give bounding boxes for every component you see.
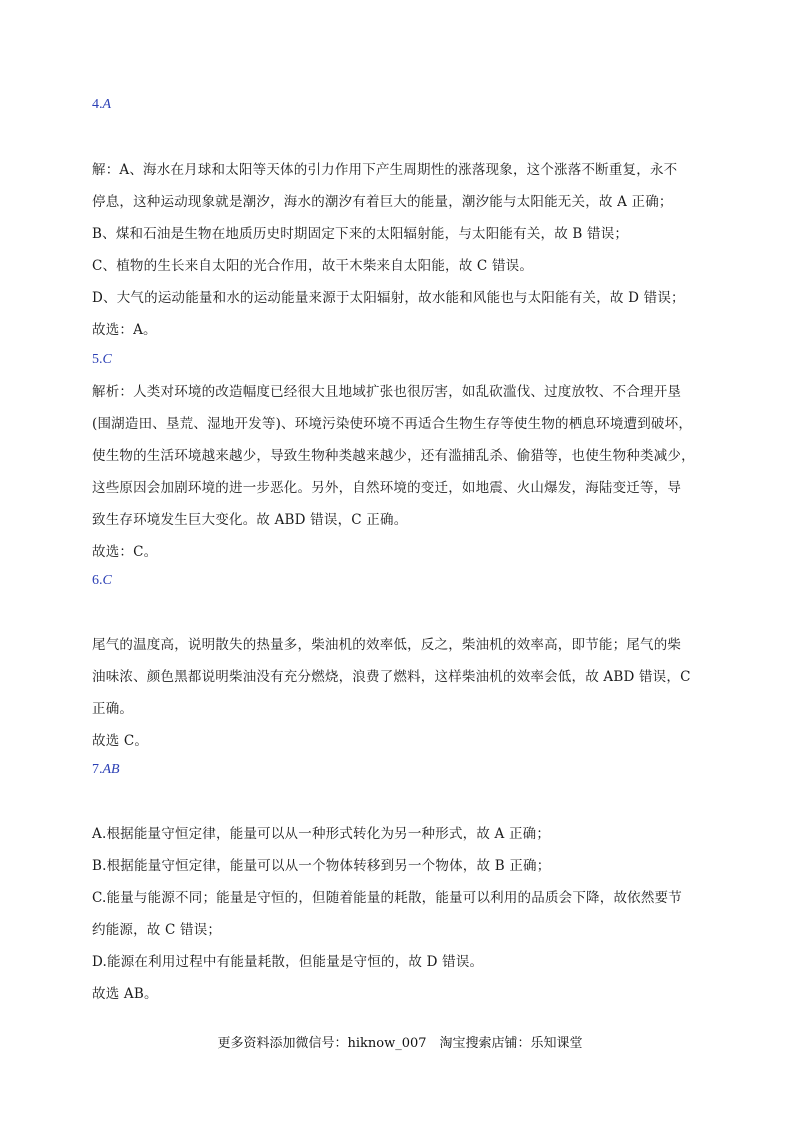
q5-line-4: 这些原因会加剧环境的进一步恶化。另外，自然环境的变迁，如地震、火山爆发，海陆变迁等，导: [92, 480, 682, 496]
q6-line-1: 尾气的温度高，说明散失的热量多，柴油机的效率低，反之，柴油机的效率高，即节能；尾气的柴: [92, 637, 682, 653]
q7-line-2: B.根据能量守恒定律，能量可以从一个物体转移到另一个物体，故 B 正确；: [92, 858, 551, 874]
page-footer: 更多资料添加微信号：hiknow_007 淘宝搜索店铺：乐知课堂: [217, 1036, 583, 1051]
answer-7-number: 7.: [92, 762, 103, 777]
q4-line-2: 停息，这种运动现象就是潮汐，海水的潮汐有着巨大的能量，潮汐能与太阳能无关，故 A 正确；: [92, 194, 673, 210]
q4-line-5: D、大气的运动能量和水的运动能量来源于太阳辐射，故水能和风能也与太阳能有关，故 D 错误；: [92, 290, 685, 306]
answer-5: [92, 352, 112, 368]
q5-line-5: 致生存环境发生巨大变化。故 ABD 错误，C 正确。: [92, 512, 408, 528]
q7-line-3: C.能量与能源不同；能量是守恒的，但随着能量的耗散，能量可以利用的品质会下降，故依然要节: [92, 890, 682, 906]
q4-line-4: C、植物的生长来自太阳的光合作用，故干木柴来自太阳能，故 C 错误。: [92, 258, 534, 274]
answer-6-number: 6.: [92, 573, 103, 588]
q5-line-2: (围湖造田、垦荒、湿地开发等)、环境污染使环境不再适合生物生存等使生物的栖息环境遭到破坏，: [92, 416, 693, 432]
answer-4-number: 4.: [92, 97, 103, 112]
answer-7-letter: AB: [102, 762, 120, 777]
q7-line-1: A.根据能量守恒定律，能量可以从一种形式转化为另一种形式，故 A 正确；: [92, 826, 551, 842]
answer-6-letter: C: [102, 573, 112, 588]
q7-line-6: 故选 AB。: [92, 986, 158, 1002]
q4-line-6: 故选：A。: [92, 322, 157, 338]
answer-4: [92, 97, 111, 113]
q6-line-3: 正确。: [92, 701, 134, 717]
q5-line-1: 解析：人类对环境的改造幅度已经很大且地域扩张也很厉害，如乱砍滥伐、过度放牧、不合理开垦: [92, 384, 682, 400]
answer-4-letter: A: [102, 97, 112, 112]
q5-line-6: 故选：C。: [92, 544, 158, 560]
answer-7: [92, 762, 120, 778]
answer-5-letter: C: [102, 352, 112, 367]
answer-5-number: 5.: [92, 352, 103, 367]
q6-line-2: 油味浓、颜色黑都说明柴油没有充分燃烧，浪费了燃料，这样柴油机的效率会低，故 ABD 错误，C: [92, 669, 691, 685]
q7-line-5: D.能源在利用过程中有能量耗散，但能量是守恒的，故 D 错误。: [92, 954, 484, 970]
answer-6: [92, 573, 112, 589]
q4-line-3: B、煤和石油是生物在地质历史时期固定下来的太阳辐射能，与太阳能有关，故 B 错误；: [92, 226, 629, 242]
q4-line-1: 解：A、海水在月球和太阳等天体的引力作用下产生周期性的涨落现象，这个涨落不断重复，永不: [92, 162, 678, 178]
q6-line-4: 故选 C。: [92, 733, 149, 749]
q7-line-4: 约能源，故 C 错误；: [92, 922, 222, 938]
q5-line-3: 使生物的生活环境越来越少，导致生物种类越来越少，还有滥捕乱杀、偷猎等，也使生物种类减少，: [92, 448, 695, 464]
